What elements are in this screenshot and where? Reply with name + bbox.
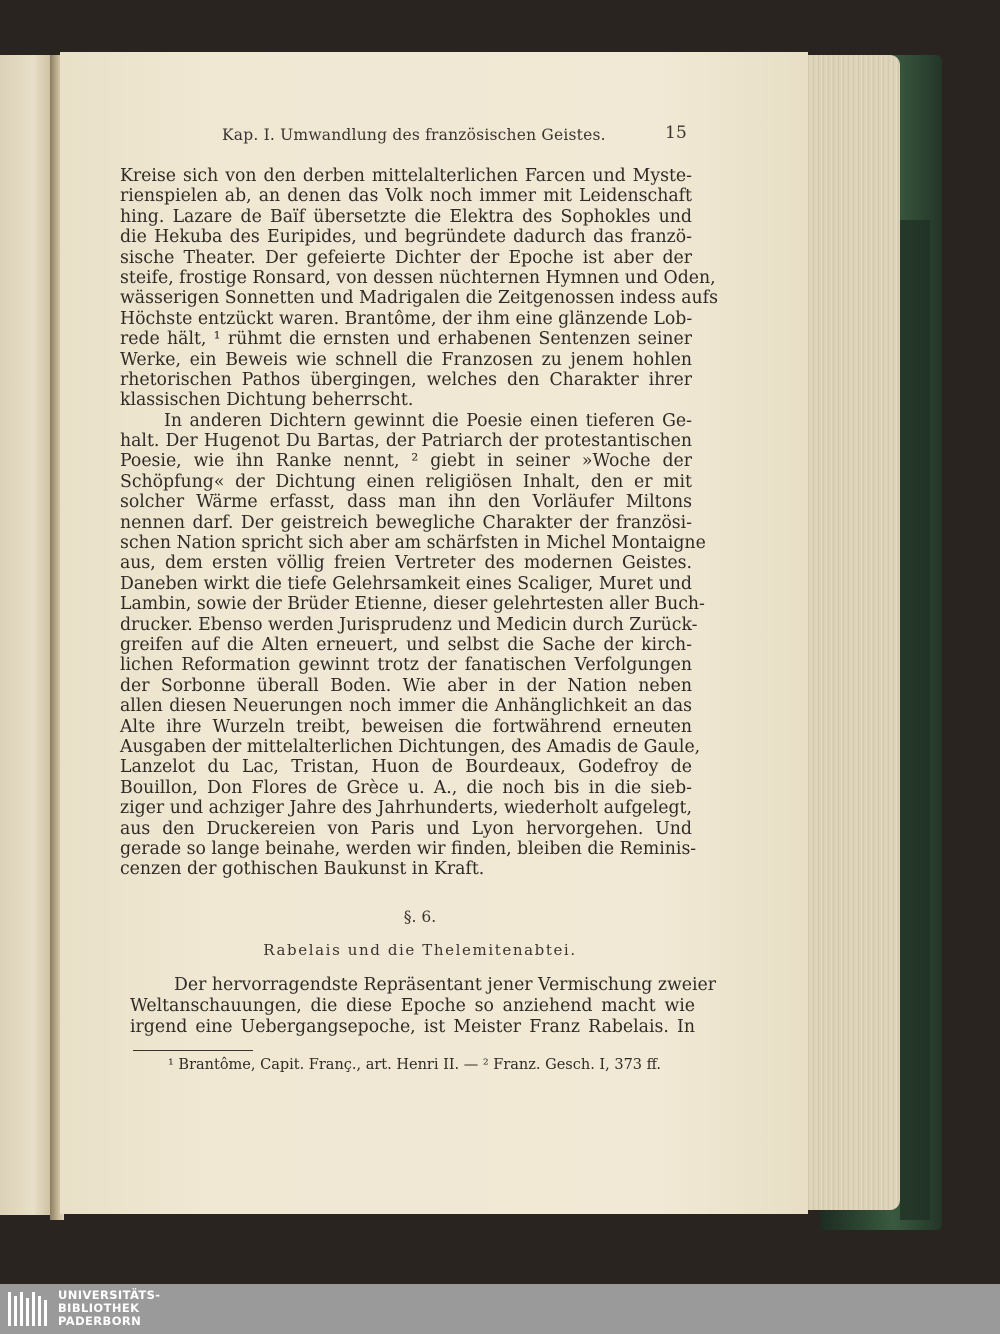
left-page xyxy=(0,55,52,1215)
cover-shadow xyxy=(900,220,930,1220)
text-line: Schöpfung« der Dichtung einen religiösen Inhalt, den er mit xyxy=(120,471,692,492)
library-footer-bar xyxy=(0,1284,1000,1334)
text-line: aus, dem ersten völlig freien Vertreter des modernen Geistes. xyxy=(120,553,692,574)
text-line: solcher Wärme erfasst, dass man ihn den Vorläufer Miltons xyxy=(120,492,692,513)
text-line: Daneben wirkt die tiefe Gelehrsamkeit eines Scaliger, Muret und xyxy=(120,573,692,594)
text-line: Bouillon, Don Flores de Grèce u. A., die noch bis in die sieb- xyxy=(120,777,692,798)
text-line: wässerigen Sonnetten und Madrigalen die Zeitgenossen indess aufs xyxy=(120,288,718,309)
library-name-line: BIBLIOTHEK xyxy=(58,1301,140,1315)
text-line: aus den Druckereien von Paris und Lyon hervorgehen. Und xyxy=(120,818,692,839)
text-line: sische Theater. Der gefeierte Dichter der Epoche ist aber der xyxy=(120,247,692,268)
running-header xyxy=(222,123,687,148)
text-line: Werke, ein Beweis wie schnell die Franzosen zu jenem hohlen xyxy=(120,349,692,370)
text-line: Der hervorragendste Repräsentant jener Vermischung zweier xyxy=(174,975,716,995)
text-line: Lanzelot du Lac, Tristan, Huon de Bourdeaux, Godefroy de xyxy=(120,757,692,778)
text-line: rienspielen ab, an denen das Volk noch immer mit Leidenschaft xyxy=(120,186,692,207)
footnote-rule xyxy=(133,1050,253,1051)
text-line: drucker. Ebenso werden Jurisprudenz und Medicin durch Zurück- xyxy=(120,614,698,635)
text-line: irgend eine Uebergangsepoche, ist Meister Franz Rabelais. In xyxy=(130,1017,695,1037)
text-line: greifen auf die Alten erneuert, und selbst die Sache der kirch- xyxy=(120,634,692,655)
text-line: Weltanschauungen, die diese Epoche so anziehend macht wie xyxy=(130,996,695,1016)
text-line: Alte ihre Wurzeln treibt, beweisen die fortwährend erneuten xyxy=(120,716,692,737)
library-name xyxy=(58,1289,160,1328)
text-line: steife, frostige Ronsard, von dessen nüchternen Hymnen und Oden, xyxy=(120,267,716,288)
library-name-line: UNIVERSITÄTS- xyxy=(58,1288,161,1302)
text-line: hing. Lazare de Baïf übersetzte die Elektra des Sophokles und xyxy=(120,206,692,227)
text-line: schen Nation spricht sich aber am schärfsten in Michel Montaigne xyxy=(120,533,706,554)
text-line: ziger und achziger Jahre des Jahrhunderts, wiederholt aufgelegt, xyxy=(120,798,692,819)
text-line: lichen Reformation gewinnt trotz der fanatischen Verfolgungen xyxy=(120,655,692,676)
text-line: die Hekuba des Euripides, und begründete dadurch das franzö- xyxy=(120,227,692,248)
page-number: 15 xyxy=(664,123,687,143)
paragraph-2 xyxy=(120,410,706,880)
text-line: allen diesen Neuerungen noch immer die Anhänglichkeit an das xyxy=(120,696,692,717)
text-line: gerade so lange beinahe, werden wir finden, bleiben die Reminis- xyxy=(120,838,697,859)
section-number: §. 6. xyxy=(403,908,437,926)
text-line: In anderen Dichtern gewinnt die Poesie einen tieferen Ge- xyxy=(164,410,692,431)
paragraph-3 xyxy=(130,975,716,1038)
text-line: rhetorischen Pathos übergingen, welches den Charakter ihrer xyxy=(120,369,692,390)
paragraph-1 xyxy=(120,166,718,411)
footnote: ¹ Brantôme, Capit. Franç., art. Henri II. — ² Franz. Gesch. I, 373 ff. xyxy=(168,1057,662,1073)
text-line: rede hält, ¹ rühmt die ernsten und erhabenen Sentenzen seiner xyxy=(120,329,692,350)
running-title: Kap. I. Umwandlung des französischen Geistes. xyxy=(222,126,606,144)
text-line: Poesie, wie ihn Ranke nennt, ² giebt in seiner »Woche der xyxy=(120,451,692,472)
text-line: Höchste entzückt waren. Brantôme, der ihm eine glänzende Lob- xyxy=(120,308,693,329)
text-line: klassischen Dichtung beherrscht. xyxy=(120,390,414,411)
library-logo-icon xyxy=(6,1288,52,1330)
library-name-line: PADERBORN xyxy=(58,1314,142,1328)
page-edges xyxy=(800,55,900,1210)
text-line: der Sorbonne überall Boden. Wie aber in der Nation neben xyxy=(120,675,692,696)
text-line: Kreise sich von den derben mittelalterlichen Farcen und Myste- xyxy=(120,166,692,186)
text-line: Ausgaben der mittelalterlichen Dichtungen, des Amadis de Gaule, xyxy=(120,736,701,757)
text-line: cenzen der gothischen Baukunst in Kraft. xyxy=(120,859,485,880)
text-line: Lambin, sowie der Brüder Etienne, dieser gelehrtesten aller Buch- xyxy=(120,594,705,615)
text-line: halt. Der Hugenot Du Bartas, der Patriarch der protestantischen xyxy=(120,431,692,452)
section-title: Rabelais und die Thelemitenabtei. xyxy=(263,941,577,959)
main-text xyxy=(120,166,718,880)
text-line: nennen darf. Der geistreich bewegliche Charakter der französi- xyxy=(120,512,692,533)
